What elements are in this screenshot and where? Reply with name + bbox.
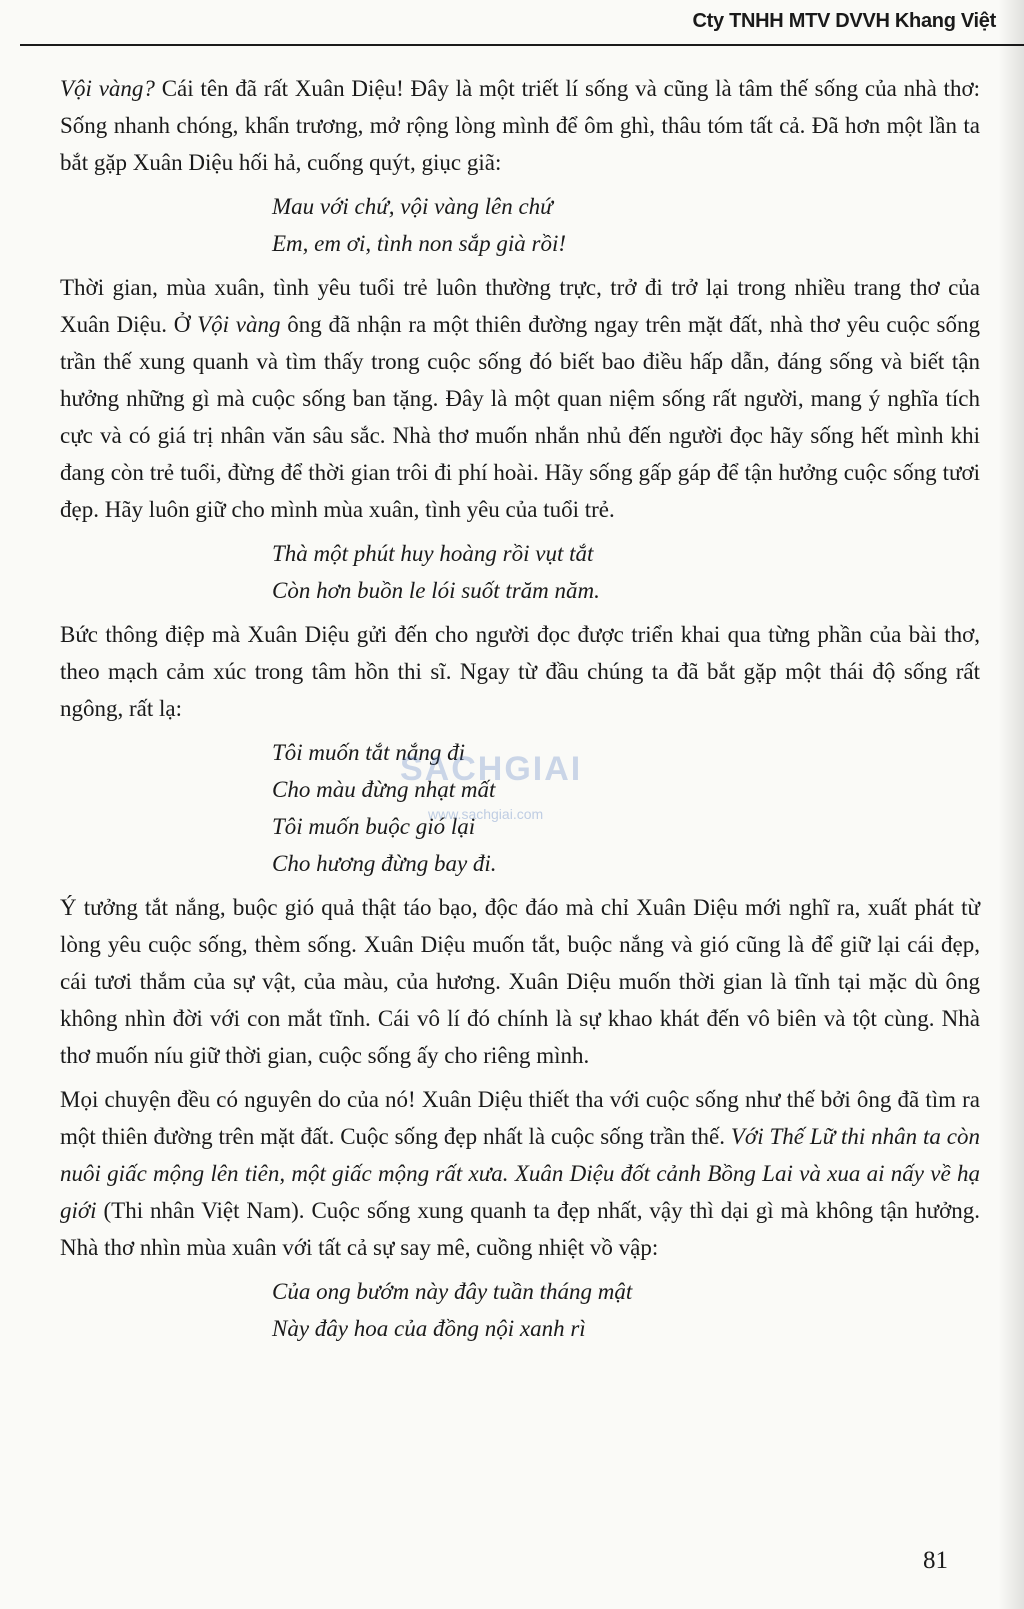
watermark-url: www.sachgiai.com <box>428 806 544 822</box>
verse-line: Thà một phút huy hoàng rồi vụt tắt <box>272 541 594 566</box>
verse-line: Mau với chứ, vội vàng lên chứ <box>272 194 553 219</box>
paragraph-text: ông đã nhận ra một thiên đường ngay trên mặt đất, nhà thơ yêu cuộc sống trần thế xung quanh và tìm thấy trong cuộc sống đó biết bao điều hấp dẫn, đáng sống và biết tận hưởng những gì mà cuộc sống ban tặng. Đây là một quan niệm sống rất người, mang ý nghĩa tích cực và có giá trị nhân văn sâu sắc. Nhà thơ muốn nhắn nhủ đến người đọc hãy sống hết mình khi đang còn trẻ tuổi, đừng để thời gian trôi đi phí hoài. Hãy sống gấp gáp để tận hưởng cuộc sống tươi đẹp. Hãy luôn giữ cho mình mùa xuân, tình yêu của tuổi trẻ. <box>60 312 981 522</box>
paragraph-3: Bức thông điệp mà Xuân Diệu gửi đến cho người đọc được triển khai qua từng phần của bài thơ, theo mạch cảm xúc trong tâm hồn thi sĩ. Ngay từ đầu chúng ta đã bắt gặp một thái độ sống rất ngông, rất lạ: <box>60 622 980 721</box>
verse-line: Em, em ơi, tình non sắp già rồi! <box>272 231 567 256</box>
paragraph-1 <box>60 70 980 181</box>
verse-line: Tôi muốn tắt nắng đi <box>272 740 465 765</box>
paragraph-5 <box>60 1081 980 1266</box>
verse-line: Cho màu đừng nhạt mất <box>272 777 496 802</box>
verse-line: Của ong bướm này đây tuần tháng mật <box>272 1279 633 1304</box>
paragraph-4: Ý tưởng tắt nắng, buộc gió quả thật táo bạo, độc đáo mà chỉ Xuân Diệu mới nghĩ ra, xuất phát từ lòng yêu cuộc sống, thèm sống. Xuân Diệu muốn tắt, buộc nắng và gió cũng là để giữ lại cái đẹp, cái tươi thắm của sự vật, của màu, của hương. Xuân Diệu muốn thời gian là tĩnh tại mặc dù ông không nhìn đời với con mắt tĩnh. Cái vô lí đó chính là sự khao khát đến vô biên và tột cùng. Nhà thơ muốn níu giữ thời gian, cuộc sống ấy cho riêng mình. <box>60 895 980 1068</box>
paragraph-text: Cái tên đã rất Xuân Diệu! Đây là một triết lí sống và cũng là tâm thế sống của nhà thơ: Sống nhanh chóng, khẩn trương, mở rộng lòng mình để ôm ghì, thâu tóm tất cả. Đã hơn một lần ta bắt gặp Xuân Diệu hối hả, cuống quýt, giục giã: <box>60 76 981 175</box>
quote-emphasis: Với Thế Lữ thi nhân ta còn nuôi giấc mộng lên tiên, một giấc mộng rất xưa. Xuân Diệu đốt cảnh Bồng Lai và xua ai nấy về hạ giới <box>60 1124 981 1223</box>
paragraph-text: Thời gian, mùa xuân, tình yêu tuổi trẻ luôn thường trực, trở đi trở lại trong nhiều trang thơ của Xuân Diệu. Ở <box>60 275 980 337</box>
paragraph-2 <box>60 269 980 528</box>
page-body <box>60 70 980 1354</box>
verse-4 <box>60 1273 980 1347</box>
verse-1 <box>60 188 980 262</box>
running-header <box>20 0 1024 46</box>
verse-line: Còn hơn buồn le lói suốt trăm năm. <box>272 578 600 603</box>
verse-line: Tôi muốn buộc gió lại <box>272 814 476 839</box>
paragraph-text: (Thi nhân Việt Nam). Cuộc sống xung quanh ta đẹp nhất, vậy thì dại gì mà không tận hưởng. Nhà thơ nhìn mùa xuân với tất cả sự say mê, cuồng nhiệt vồ vập: <box>60 1198 980 1260</box>
title-emphasis: Vội vàng <box>197 312 281 337</box>
watermark-logo: SACHGIAI <box>400 750 583 788</box>
paragraph-text: Mọi chuyện đều có nguyên do của nó! Xuân Diệu thiết tha với cuộc sống như thế bởi ông đã tìm ra một thiên đường trên mặt đất. Cuộc sống đẹp nhất là cuộc sống trần thế. <box>60 1087 980 1149</box>
page-number: 81 <box>923 1547 948 1574</box>
title-emphasis: Vội vàng? <box>60 76 155 101</box>
verse-2 <box>60 535 980 609</box>
page-edge-shadow <box>998 0 1024 1609</box>
verse-line: Này đây hoa của đồng nội xanh rì <box>272 1316 586 1341</box>
verse-line: Cho hương đừng bay đi. <box>272 851 497 876</box>
publisher-title: Cty TNHH MTV DVVH Khang Việt <box>692 10 996 32</box>
